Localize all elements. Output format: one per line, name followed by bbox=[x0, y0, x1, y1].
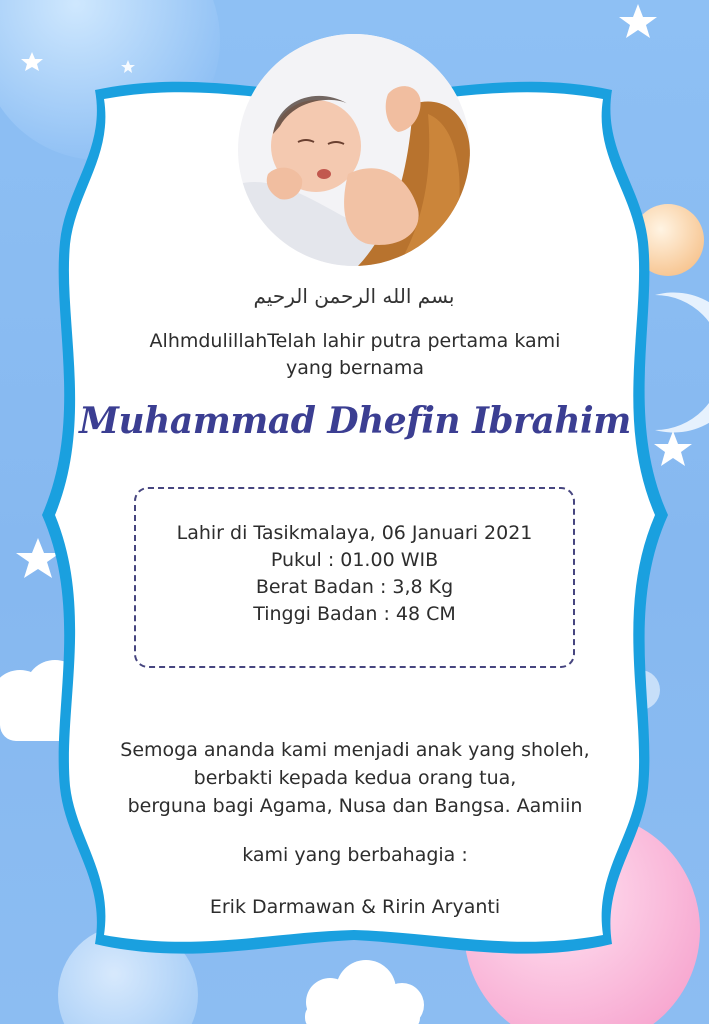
intro-line: yang bernama bbox=[285, 357, 425, 379]
birth-place-date: Lahir di Tasikmalaya, 06 Januari 2021 bbox=[176, 522, 533, 544]
baby-name: Muhammad Dhefin Ibrahim bbox=[79, 400, 631, 442]
wish-line: berguna bagi Agama, Nusa dan Bangsa. Aamiin bbox=[127, 795, 583, 817]
parents-names: Erik Darmawan & Ririn Aryanti bbox=[209, 896, 501, 918]
wish-line: Semoga ananda kami menjadi anak yang sholeh, bbox=[120, 739, 590, 761]
wish-line: berbakti kepada kedua orang tua, bbox=[193, 767, 517, 789]
birth-details bbox=[134, 520, 575, 628]
intro-text bbox=[100, 328, 610, 382]
birth-weight: Berat Badan : 3,8 Kg bbox=[255, 576, 454, 598]
bismillah-calligraphy: بسم الله الرحمن الرحيم bbox=[253, 284, 455, 308]
baby-photo bbox=[238, 34, 470, 266]
wishes-text bbox=[80, 736, 630, 820]
closing-text: kami yang berbahagia : bbox=[242, 844, 468, 866]
birth-height: Tinggi Badan : 48 CM bbox=[253, 603, 456, 625]
intro-line: AlhmdulillahTelah lahir putra pertama kami bbox=[149, 330, 561, 352]
sleeping-baby-illustration bbox=[238, 34, 470, 266]
birth-time: Pukul : 01.00 WIB bbox=[270, 549, 439, 571]
